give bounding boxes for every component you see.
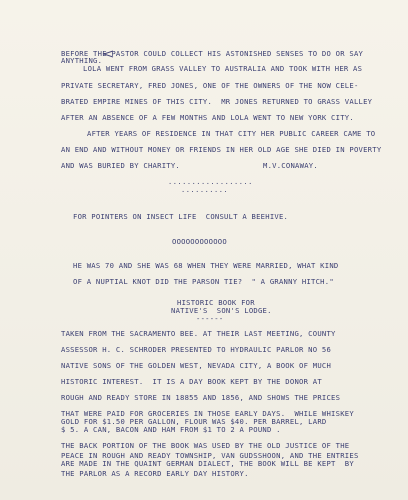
section-heading: NATIVE'S SON'S LODGE. — [171, 306, 272, 315]
text-line: GOLD FOR $1.50 PER GALLON, FLOUR WAS $40. PER BARREL, LARD — [61, 417, 327, 426]
text-line: LOLA WENT FROM GRASS VALLEY TO AUSTRALIA AND TOOK WITH HER AS — [83, 64, 363, 73]
separator-dots: .......... — [181, 186, 229, 194]
text-line: TAKEN FROM THE SACRAMENTO BEE. AT THEIR LAST MEETING, COUNTY — [61, 329, 336, 338]
text-line: HE WAS 70 AND SHE WAS 68 WHEN THEY WERE MARRIED, WHAT KIND — [73, 261, 339, 270]
text-line: THE BACK PORTION OF THE BOOK WAS USED BY THE OLD JUSTICE OF THE — [61, 441, 350, 450]
text-line: OF A NUPTIAL KNOT DID THE PARSON TIE? " A GRANNY HITCH." — [73, 277, 334, 286]
separator-dots: .................. — [168, 178, 253, 186]
text-line: ROUGH AND READY STORE IN 18855 AND 1856, AND SHOWS THE PRICES — [61, 393, 341, 402]
text-line: BEFORE THE PASTOR COULD COLLECT HIS ASTONISHED SENSES TO DO OR SAY — [61, 49, 364, 58]
text-line: ASSESSOR H. C. SCHRODER PRESENTED TO HYDRAULIC PARLOR NO 56 — [61, 345, 332, 354]
text-line: ANYTHING. — [61, 56, 103, 65]
text-line: AFTER YEARS OF RESIDENCE IN THAT CITY HER PUBLIC CAREER CAME TO — [87, 129, 376, 138]
text-line: ARE MADE IN THE QUAINT GERMAN DIALECT, THE BOOK WILL BE KEPT BY — [61, 459, 354, 468]
handwritten-caret-mark — [102, 50, 114, 58]
text-line: AN END AND WITHOUT MONEY OR FRIENDS IN HER OLD AGE SHE DIED IN POVERTY — [61, 145, 382, 154]
text-line: PRIVATE SECRETARY, FRED JONES, ONE OF THE OWNERS OF THE NOW CELE- — [61, 81, 359, 90]
text-line: PEACE IN ROUGH AND READY TOWNSHIP, VAN GUDSSHOON, AND THE ENTRIES — [61, 451, 359, 460]
text-line: NATIVE SONS OF THE GOLDEN WEST, NEVADA CITY, A BOOK OF MUCH — [61, 361, 332, 370]
text-line: BRATED EMPIRE MINES OF THIS CITY. MR JONES RETURNED TO GRASS VALLEY — [61, 97, 373, 106]
text-line: THE PARLOR AS A RECORD EARLY DAY HISTORY. — [61, 469, 249, 478]
section-heading: HISTORIC BOOK FOR — [177, 298, 255, 307]
text-line: THAT WERE PAID FOR GROCERIES IN THOSE EARLY DAYS. WHILE WHISKEY — [61, 409, 354, 418]
heading-rule: ------ — [196, 314, 224, 323]
text-line: HISTORIC INTEREST. IT IS A DAY BOOK KEPT BY THE DONOR AT — [61, 377, 322, 386]
text-line: AND WAS BURIED BY CHARITY. — [61, 161, 181, 170]
signature: M.V.CONAWAY. — [263, 161, 318, 170]
text-line: AFTER AN ABSENCE OF A FEW MONTHS AND LOLA WENT TO NEW YORK CITY. — [61, 113, 354, 122]
separator-zeros: OOOOOOOOOOOO — [172, 237, 227, 246]
text-line: FOR POINTERS ON INSECT LIFE CONSULT A BEEHIVE. — [73, 212, 289, 221]
text-line: $ 5. A CAN, BACON AND HAM FROM $1 TO 2 A POUND . — [61, 425, 281, 434]
